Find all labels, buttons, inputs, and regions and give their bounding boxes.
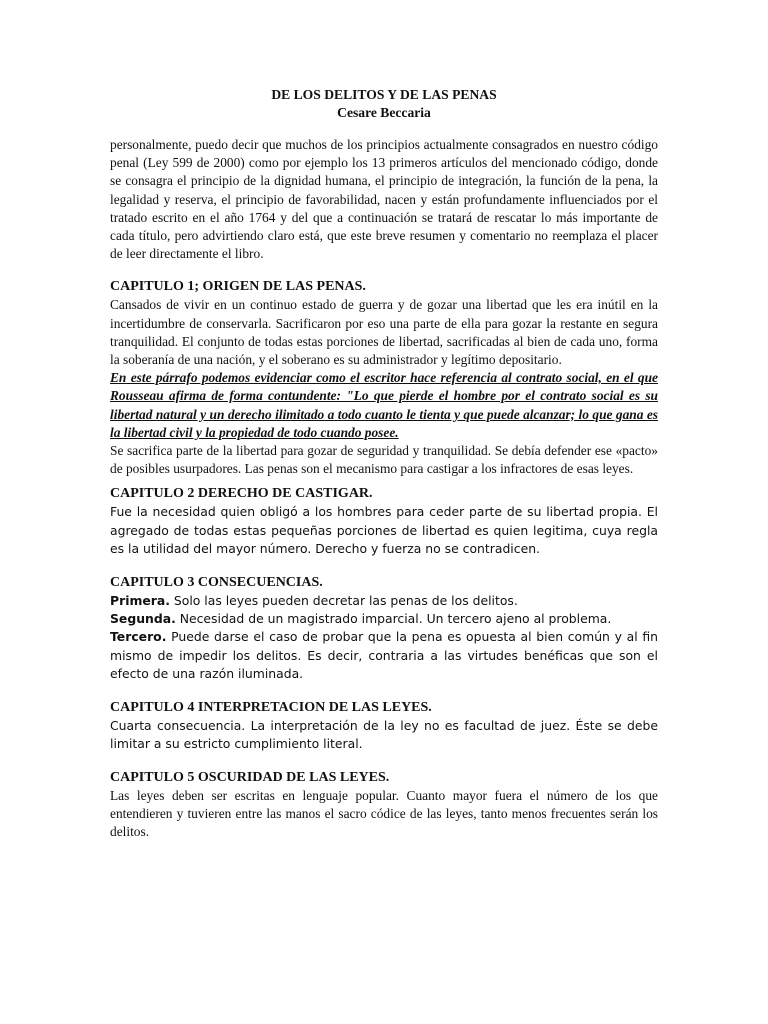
third-text: Puede darse el caso de probar que la pena es opuesta al bien común y al fin mismo de impedir los delitos. Es decir, contraria a las virtudes benéficas que son el efecto de una razón iluminada.: [110, 629, 658, 682]
chapter-3-first: [110, 592, 658, 610]
chapter-3-second: [110, 610, 658, 628]
chapter-3-heading: CAPITULO 3 CONSECUENCIAS.: [110, 574, 323, 590]
chapter-1-paragraph: Cansados de vivir en un continuo estado de guerra y de gozar una libertad que les era inútil en la incertidumbre de conservarla. Sacrificaron por eso una parte de ella para gozar la restante en segura tranquilidad. El conjunto de todas estas porciones de libertad, sacrificadas al bien de cada uno, forma la soberanía de una nación, y el soberano es su administrador y legítimo depositario.: [110, 297, 658, 368]
document-page: [110, 86, 658, 841]
second-label: Segunda.: [110, 611, 176, 627]
first-text: Solo las leyes pueden decretar las penas de los delitos.: [169, 592, 518, 608]
chapter-1-heading: CAPITULO 1; ORIGEN DE LAS PENAS.: [110, 279, 366, 295]
intro-paragraph: personalmente, puedo decir que muchos de los principios actualmente consagrados en nuestro código penal (Ley 599 de 2000) como por ejemplo los 13 primeros artículos del mencionado código, donde se consagra el principio de la dignidad humana, el principio de integración, la función de la pena, la legalidad y reserva, el principio de favorabilidad, nacen y están profundamente influenciados por el tratado escrito en el año 1764 y del que a continuación se tratará de rescatar lo más importante de cada título, pero advirtiendo claro está, que este breve resumen y comentario no reemplaza el placer de leer directamente el libro.: [110, 137, 658, 262]
chapter-2-paragraph: Fue la necesidad quien obligó a los hombres para ceder parte de su libertad propia. El agregado de todas estas pequeñas porciones de libertad es quien legitima, cuya regla es la utilidad del mayor número. Derecho y fuerza no se contradicen.: [110, 504, 658, 557]
chapter-1-commentary: En este párrafo podemos evidenciar como el escritor hace referencia al contrato social, en el que Rousseau afirma de forma contundente: "Lo que pierde el hombre por el contrato social es su libertad natural y un derecho ilimitado a todo cuanto le tienta y que puede alcanzar; lo que gana es la libertad civil y la propiedad de todo cuando posee.: [110, 370, 658, 440]
document-title: DE LOS DELITOS Y DE LAS PENAS: [271, 87, 497, 102]
chapter-3-third: [110, 628, 658, 683]
chapter-4-paragraph: Cuarta consecuencia. La interpretación de la ley no es facultad de juez. Éste se debe limitar a su estricto cumplimiento literal.: [110, 717, 658, 752]
chapter-1-paragraph-2: Se sacrifica parte de la libertad para gozar de seguridad y tranquilidad. Se debía defender ese «pacto» de posibles usurpadores. Las penas son el mecanismo para castigar a los infractores de esas leyes.: [110, 443, 658, 477]
chapter-4-heading: CAPITULO 4 INTERPRETACION DE LAS LEYES.: [110, 699, 432, 715]
chapter-5-heading: CAPITULO 5 OSCURIDAD DE LAS LEYES.: [110, 769, 390, 785]
first-label: Primera.: [110, 592, 170, 608]
third-label: Tercero.: [110, 629, 167, 645]
second-text: Necesidad de un magistrado imparcial. Un tercero ajeno al problema.: [175, 611, 612, 627]
chapter-2-heading: CAPITULO 2 DERECHO DE CASTIGAR.: [110, 486, 373, 502]
chapter-5-paragraph: Las leyes deben ser escritas en lenguaje popular. Cuanto mayor fuera el número de los que entendieren y tuvieren entre las manos el sacro códice de las leyes, tanto menos frecuentes serán los delitos.: [110, 787, 658, 839]
document-author: Cesare Beccaria: [337, 105, 431, 120]
